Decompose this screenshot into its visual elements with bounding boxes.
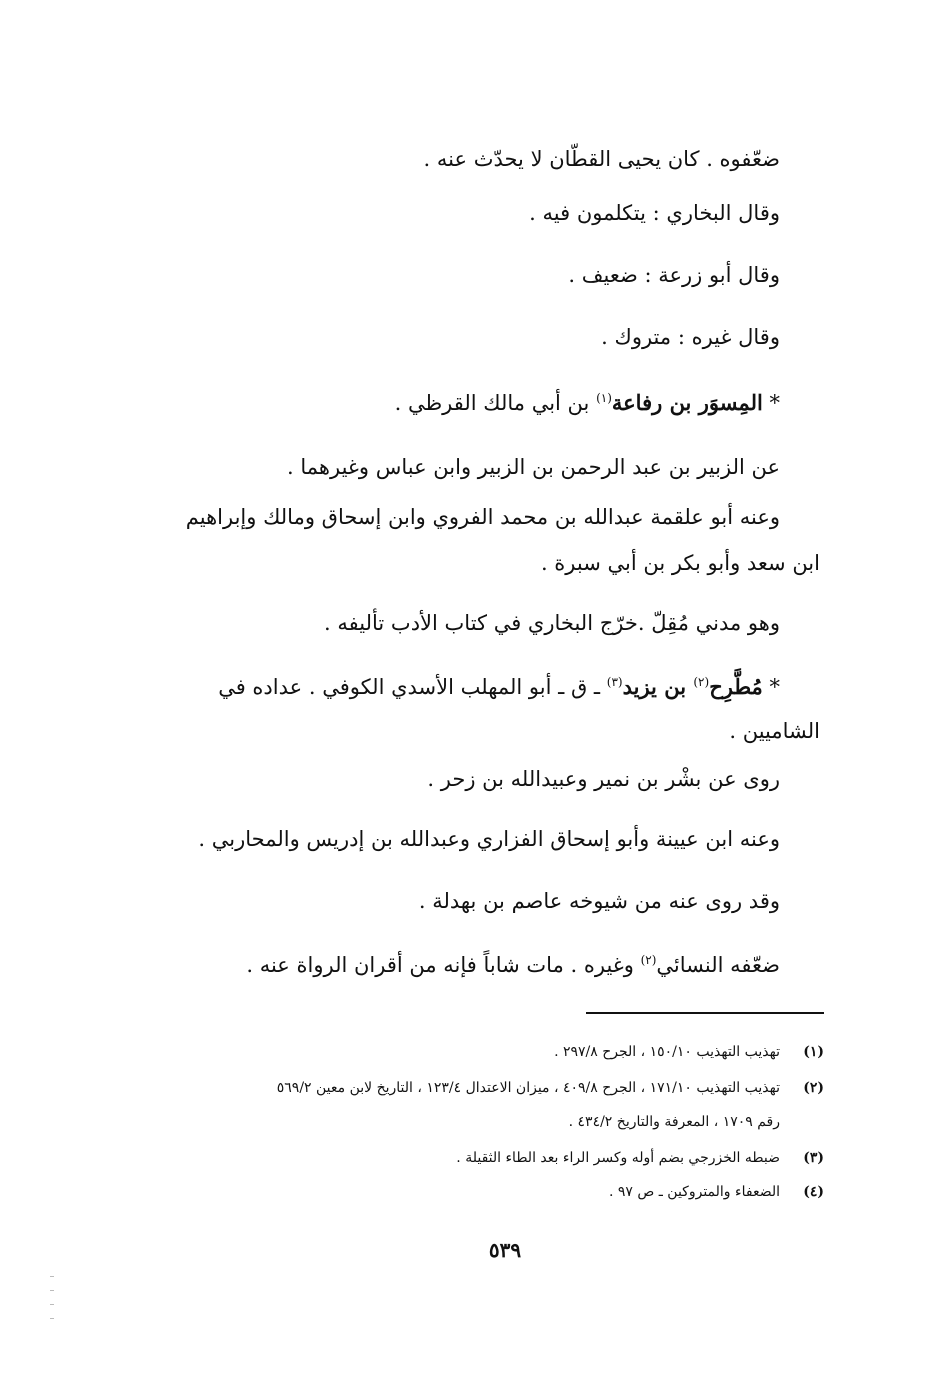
footnote-separator [586, 1012, 824, 1014]
scan-speck [50, 1276, 54, 1277]
text-line-2: وقال البخاري : يتكلمون فيه . [529, 201, 780, 225]
entry-description: ـ ق ـ أبو المهلب الأسدي الكوفي . عداده في [218, 675, 607, 699]
entry-heading-mesawar [395, 388, 780, 418]
entry-name-father: بن يزيد [622, 674, 694, 699]
scan-speck [50, 1304, 54, 1305]
scan-speck [50, 1290, 54, 1291]
footnote-text-4: الضعفاء والمتروكين ـ ص ٩٧ . [608, 1184, 780, 1200]
footnote-ref-3[interactable]: (٣) [606, 675, 623, 689]
text-line-14: وقد روى عنه من شيوخه عاصم بن بهدلة . [418, 889, 780, 913]
entry-name: مُطَّرِح [709, 674, 763, 699]
text-line-13: وعنه ابن عيينة وأبو إسحاق الفزاري وعبدالله بن إدريس والمحاربي . [198, 827, 780, 851]
text-segment: ضعّفه النسائي [656, 953, 780, 977]
text-line-15 [246, 950, 780, 980]
footnote-ref-1[interactable]: (١) [596, 391, 612, 405]
text-line-9: وهو مدني مُقِلّ .خرّج البخاري في كتاب الأدب تأليفه . [324, 611, 780, 635]
footnote-ref-4[interactable]: (٢) [640, 953, 657, 967]
text-line-1: ضعّفوه . كان يحيى القطّان لا يحدّث عنه . [423, 147, 780, 171]
text-line-4: وقال غيره : متروك . [601, 325, 780, 349]
footnote-number-4: (٤) [803, 1184, 824, 1200]
scan-speck [50, 1318, 54, 1319]
footnote-text-2b: رقم ١٧٠٩ ، المعرفة والتاريخ ٤٣٤/٢ . [568, 1114, 780, 1130]
footnote-ref-2[interactable]: (٢) [693, 675, 710, 689]
text-line-12: روى عن بشْر بن نمير وعبيدالله بن زحر . [427, 767, 780, 791]
footnote-number-3: (٣) [803, 1150, 824, 1166]
footnote-number-2: (٢) [803, 1080, 824, 1096]
entry-bullet: * [762, 675, 780, 699]
entry-heading-mutarrih [218, 672, 780, 702]
text-line-3: وقال أبو زرعة : ضعيف . [568, 263, 780, 287]
footnote-text-3: ضبطه الخزرجي بضم أوله وكسر الراء بعد الطاء الثقيلة . [456, 1150, 780, 1166]
page-number: ٥٣٩ [488, 1238, 522, 1262]
entry-lineage: بن أبي مالك القرظي . [394, 391, 597, 415]
entry-bullet: * [762, 391, 780, 415]
text-line-6: عن الزبير بن عبد الرحمن بن الزبير وابن عباس وغيرهما . [287, 455, 780, 479]
text-line-7: وعنه أبو علقمة عبدالله بن محمد الفروي وابن إسحاق ومالك وإبراهيم [185, 505, 780, 529]
footnote-number-1: (١) [803, 1044, 824, 1060]
text-line-11: الشاميين . [729, 719, 820, 743]
footnote-text-2a: تهذيب التهذيب ١٧١/١٠ ، الجرح ٤٠٩/٨ ، ميزان الاعتدال ١٢٣/٤ ، التاريخ لابن معين ٥٦٩/٢ [276, 1080, 780, 1096]
entry-name: المِسوَر بن رفاعة [611, 390, 763, 415]
footnote-text-1: تهذيب التهذيب ١٥٠/١٠ ، الجرح ٢٩٧/٨ . [554, 1044, 780, 1060]
text-segment: وغيره . مات شاباً فإنه من أقران الرواة عنه . [246, 953, 641, 977]
text-line-8: ابن سعد وأبو بكر بن أبي سبرة . [540, 551, 820, 575]
